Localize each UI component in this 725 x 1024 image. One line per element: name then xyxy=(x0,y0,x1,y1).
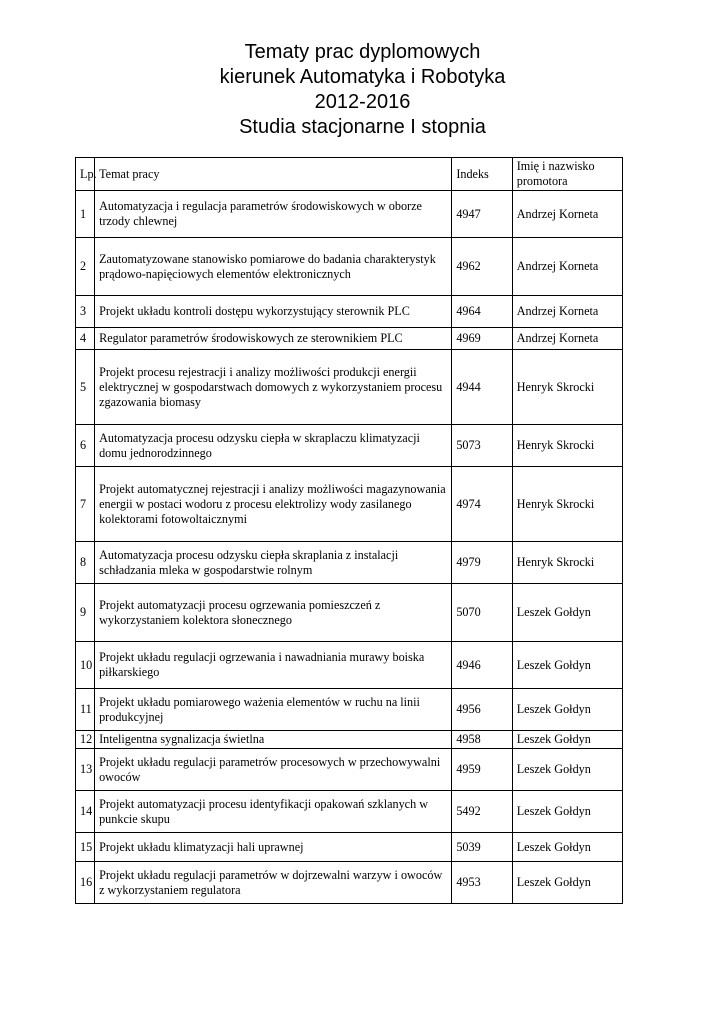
row-topic: Projekt automatyzacji procesu identyfikacji opakowań szklanych w punkcie skupu xyxy=(95,791,452,833)
row-lp: 5 xyxy=(76,350,95,425)
row-topic: Projekt automatycznej rejestracji i analizy możliwości magazynowania energii w postaci wodoru z procesu elektrolizy wody zasilanego kolektorami fotowoltaicznymi xyxy=(95,467,452,542)
row-index: 4974 xyxy=(452,467,512,542)
row-topic: Projekt układu pomiarowego ważenia elementów w ruchu na linii produkcyjnej xyxy=(95,689,452,731)
row-index: 5492 xyxy=(452,791,512,833)
row-index: 4962 xyxy=(452,238,512,296)
row-topic: Regulator parametrów środowiskowych ze sterownikiem PLC xyxy=(95,328,452,350)
row-index: 4946 xyxy=(452,642,512,689)
row-lp: 1 xyxy=(76,191,95,238)
row-lp: 8 xyxy=(76,542,95,584)
row-topic: Projekt układu regulacji parametrów procesowych w przechowywalni owoców xyxy=(95,749,452,791)
header-topic: Temat pracy xyxy=(95,158,452,191)
row-index: 4947 xyxy=(452,191,512,238)
row-topic: Inteligentna sygnalizacja świetlna xyxy=(95,731,452,749)
table-row xyxy=(76,542,623,584)
topics-table xyxy=(75,157,623,904)
row-index: 4958 xyxy=(452,731,512,749)
row-lp: 14 xyxy=(76,791,95,833)
row-index: 4956 xyxy=(452,689,512,731)
title-line: Tematy prac dyplomowych xyxy=(244,41,481,63)
row-topic: Projekt układu regulacji ogrzewania i nawadniania murawy boiska piłkarskiego xyxy=(95,642,452,689)
title-line: kierunek Automatyka i Robotyka xyxy=(219,66,506,88)
row-topic: Projekt układu regulacji parametrów w dojrzewalni warzyw i owoców z wykorzystaniem regulatora xyxy=(95,862,452,904)
row-lp: 10 xyxy=(76,642,95,689)
table-row xyxy=(76,296,623,328)
row-lp: 15 xyxy=(76,833,95,862)
row-topic: Automatyzacja procesu odzysku ciepła w skraplaczu klimatyzacji domu jednorodzinnego xyxy=(95,425,452,467)
row-promoter: Henryk Skrocki xyxy=(512,542,622,584)
header-index: Indeks xyxy=(452,158,512,191)
row-promoter: Henryk Skrocki xyxy=(512,350,622,425)
row-topic: Zautomatyzowane stanowisko pomiarowe do badania charakterystyk prądowo-napięciowych elementów elektronicznych xyxy=(95,238,452,296)
row-lp: 12 xyxy=(76,731,95,749)
row-lp: 16 xyxy=(76,862,95,904)
row-promoter: Leszek Gołdyn xyxy=(512,833,622,862)
row-promoter: Henryk Skrocki xyxy=(512,425,622,467)
table-row xyxy=(76,731,623,749)
table-row xyxy=(76,191,623,238)
row-index: 4969 xyxy=(452,328,512,350)
row-lp: 7 xyxy=(76,467,95,542)
row-promoter: Leszek Gołdyn xyxy=(512,731,622,749)
table-row xyxy=(76,689,623,731)
row-topic: Automatyzacja i regulacja parametrów środowiskowych w oborze trzody chlewnej xyxy=(95,191,452,238)
table-row xyxy=(76,749,623,791)
table-row xyxy=(76,791,623,833)
header-lp: Lp. xyxy=(76,158,95,191)
row-index: 4979 xyxy=(452,542,512,584)
row-index: 4959 xyxy=(452,749,512,791)
row-promoter: Leszek Gołdyn xyxy=(512,749,622,791)
row-lp: 11 xyxy=(76,689,95,731)
row-lp: 13 xyxy=(76,749,95,791)
row-promoter: Leszek Gołdyn xyxy=(512,584,622,642)
row-promoter: Andrzej Korneta xyxy=(512,328,622,350)
row-index: 5039 xyxy=(452,833,512,862)
row-promoter: Henryk Skrocki xyxy=(512,467,622,542)
title-line: 2012-2016 xyxy=(314,91,411,113)
row-topic: Projekt procesu rejestracji i analizy możliwości produkcji energii elektrycznej w gospodarstwach domowych z wykorzystaniem procesu zgazowania biomasy xyxy=(95,350,452,425)
row-index: 5070 xyxy=(452,584,512,642)
row-index: 5073 xyxy=(452,425,512,467)
row-lp: 4 xyxy=(76,328,95,350)
row-promoter: Leszek Gołdyn xyxy=(512,642,622,689)
row-index: 4944 xyxy=(452,350,512,425)
table-row xyxy=(76,467,623,542)
table-row xyxy=(76,833,623,862)
table-row xyxy=(76,642,623,689)
header-promoter: Imię i nazwisko promotora xyxy=(512,158,622,191)
title-line: Studia stacjonarne I stopnia xyxy=(239,116,486,138)
document-title xyxy=(0,40,725,140)
row-promoter: Leszek Gołdyn xyxy=(512,862,622,904)
table-row xyxy=(76,328,623,350)
table-header-row xyxy=(76,158,623,191)
row-index: 4964 xyxy=(452,296,512,328)
row-promoter: Andrzej Korneta xyxy=(512,238,622,296)
row-lp: 3 xyxy=(76,296,95,328)
row-lp: 6 xyxy=(76,425,95,467)
row-promoter: Andrzej Korneta xyxy=(512,191,622,238)
row-topic: Projekt układu klimatyzacji hali uprawnej xyxy=(95,833,452,862)
row-promoter: Andrzej Korneta xyxy=(512,296,622,328)
row-index: 4953 xyxy=(452,862,512,904)
row-promoter: Leszek Gołdyn xyxy=(512,689,622,731)
row-lp: 2 xyxy=(76,238,95,296)
row-topic: Projekt automatyzacji procesu ogrzewania pomieszczeń z wykorzystaniem kolektora słonecznego xyxy=(95,584,452,642)
table-row xyxy=(76,238,623,296)
row-topic: Automatyzacja procesu odzysku ciepła skraplania z instalacji schładzania mleka w gospodarstwie rolnym xyxy=(95,542,452,584)
table-row xyxy=(76,584,623,642)
row-topic: Projekt układu kontroli dostępu wykorzystujący sterownik PLC xyxy=(95,296,452,328)
table-row xyxy=(76,350,623,425)
table-row xyxy=(76,425,623,467)
row-lp: 9 xyxy=(76,584,95,642)
table-row xyxy=(76,862,623,904)
row-promoter: Leszek Gołdyn xyxy=(512,791,622,833)
